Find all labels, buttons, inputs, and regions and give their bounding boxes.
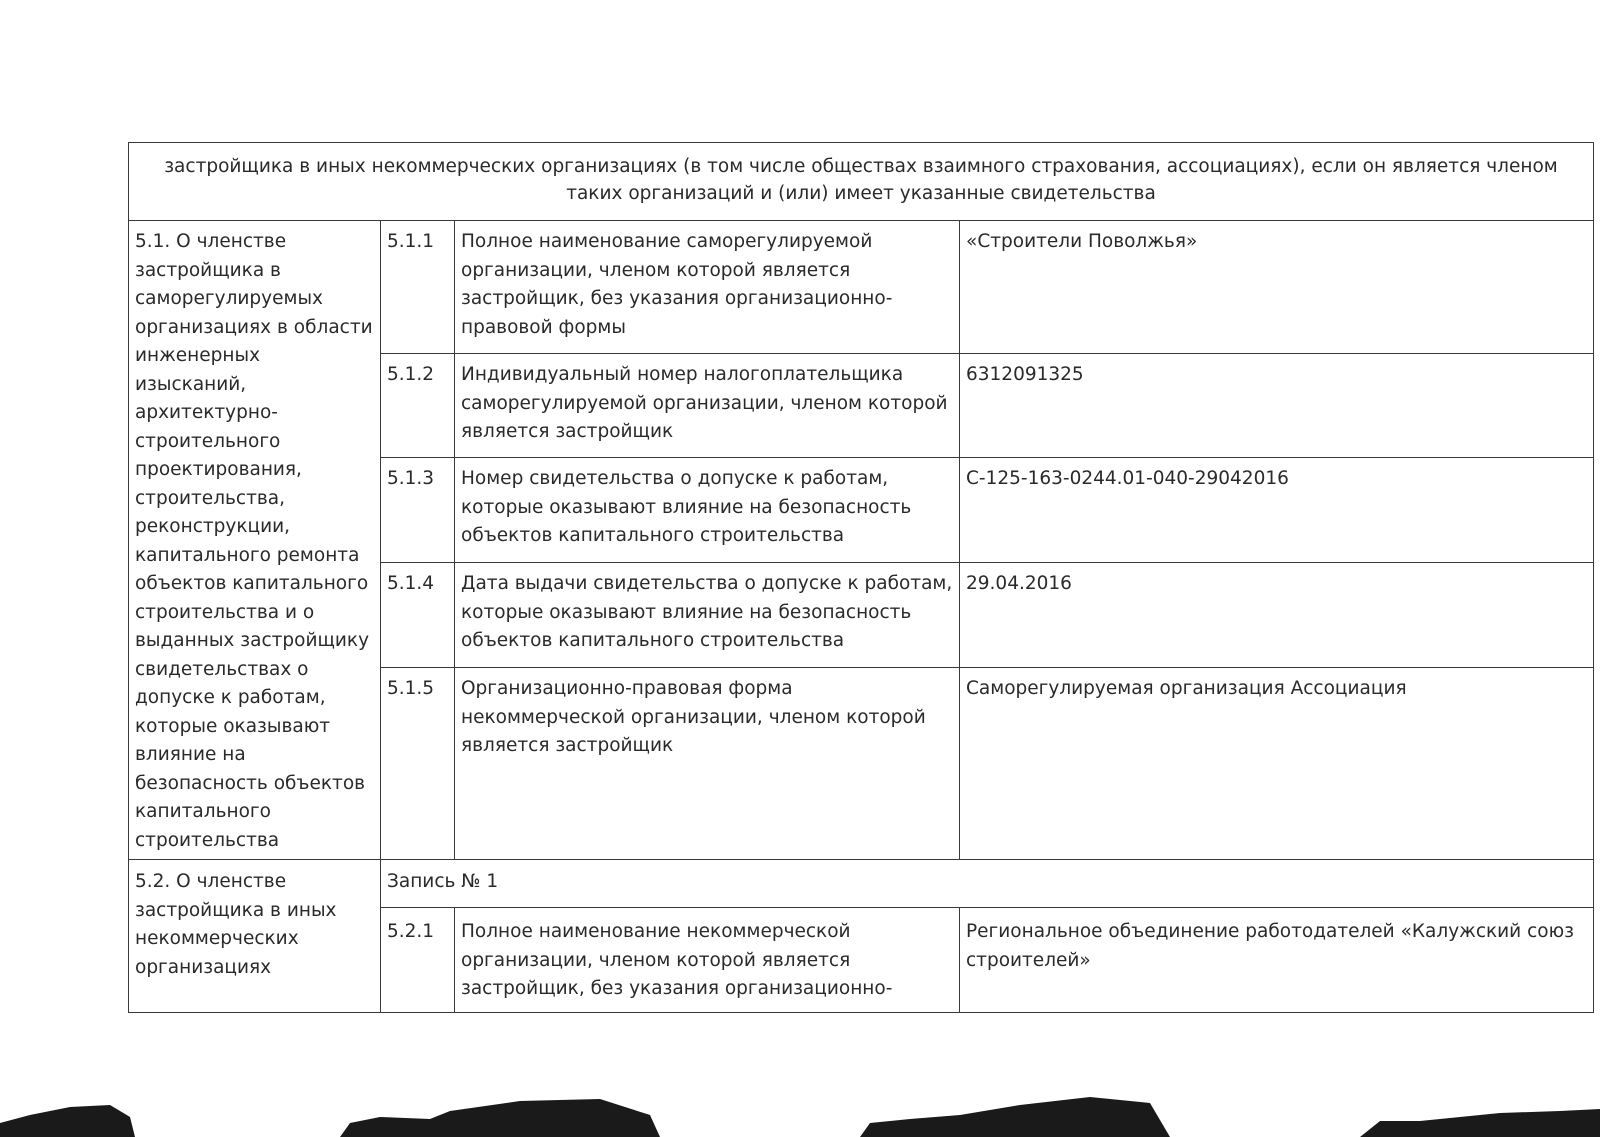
row-value: 6312091325 bbox=[960, 354, 1594, 458]
developer-membership-table bbox=[128, 142, 1594, 1013]
scan-edge-smudge bbox=[0, 1093, 1600, 1137]
table-row-record-1 bbox=[129, 860, 1594, 908]
table-header-row bbox=[129, 143, 1594, 221]
row-label: Полное наименование некоммерческой организации, членом которой является застройщик, без указания организационно- bbox=[455, 908, 960, 1013]
row-label: Полное наименование саморегулируемой организации, членом которой является застройщик, без указания организационно-правовой формы bbox=[455, 221, 960, 354]
row-value: Саморегулируемая организация Ассоциация bbox=[960, 668, 1594, 860]
record-label: Запись № 1 bbox=[381, 860, 1594, 908]
section-header-text: застройщика в иных некоммерческих организациях (в том числе обществах взаимного страхования, ассоциациях), если он является членом таких организаций и (или) имеет указанные свидетельства bbox=[129, 143, 1594, 221]
row-label: Индивидуальный номер налогоплательщика саморегулируемой организации, членом которой является застройщик bbox=[455, 354, 960, 458]
row-label: Организационно-правовая форма некоммерческой организации, членом которой является застройщик bbox=[455, 668, 960, 860]
row-number: 5.1.3 bbox=[381, 458, 455, 563]
row-number: 5.1.4 bbox=[381, 563, 455, 668]
row-number: 5.2.1 bbox=[381, 908, 455, 1013]
row-label: Номер свидетельства о допуске к работам, которые оказывают влияние на безопасность объектов капитального строительства bbox=[455, 458, 960, 563]
table-row-5-1-1 bbox=[129, 221, 1594, 354]
section-5-1-title: 5.1. О членстве застройщика в саморегулируемых организациях в области инженерных изысканий, архитектурно-строительного проектирования, строительства, реконструкции, капитального ремонта объектов капитального строительства и о выданных застройщику свидетельствах о допуске к работам, которые оказывают влияние на безопасность объектов капитального строительства bbox=[129, 221, 381, 860]
row-number: 5.1.5 bbox=[381, 668, 455, 860]
row-value: 29.04.2016 bbox=[960, 563, 1594, 668]
row-value: С-125-163-0244.01-040-29042016 bbox=[960, 458, 1594, 563]
row-value: Региональное объединение работодателей «Калужский союз строителей» bbox=[960, 908, 1594, 1013]
row-number: 5.1.1 bbox=[381, 221, 455, 354]
row-number: 5.1.2 bbox=[381, 354, 455, 458]
row-label: Дата выдачи свидетельства о допуске к работам, которые оказывают влияние на безопасность объектов капитального строительства bbox=[455, 563, 960, 668]
section-5-2-title: 5.2. О членстве застройщика в иных некоммерческих организациях bbox=[129, 860, 381, 1013]
row-value: «Строители Поволжья» bbox=[960, 221, 1594, 354]
